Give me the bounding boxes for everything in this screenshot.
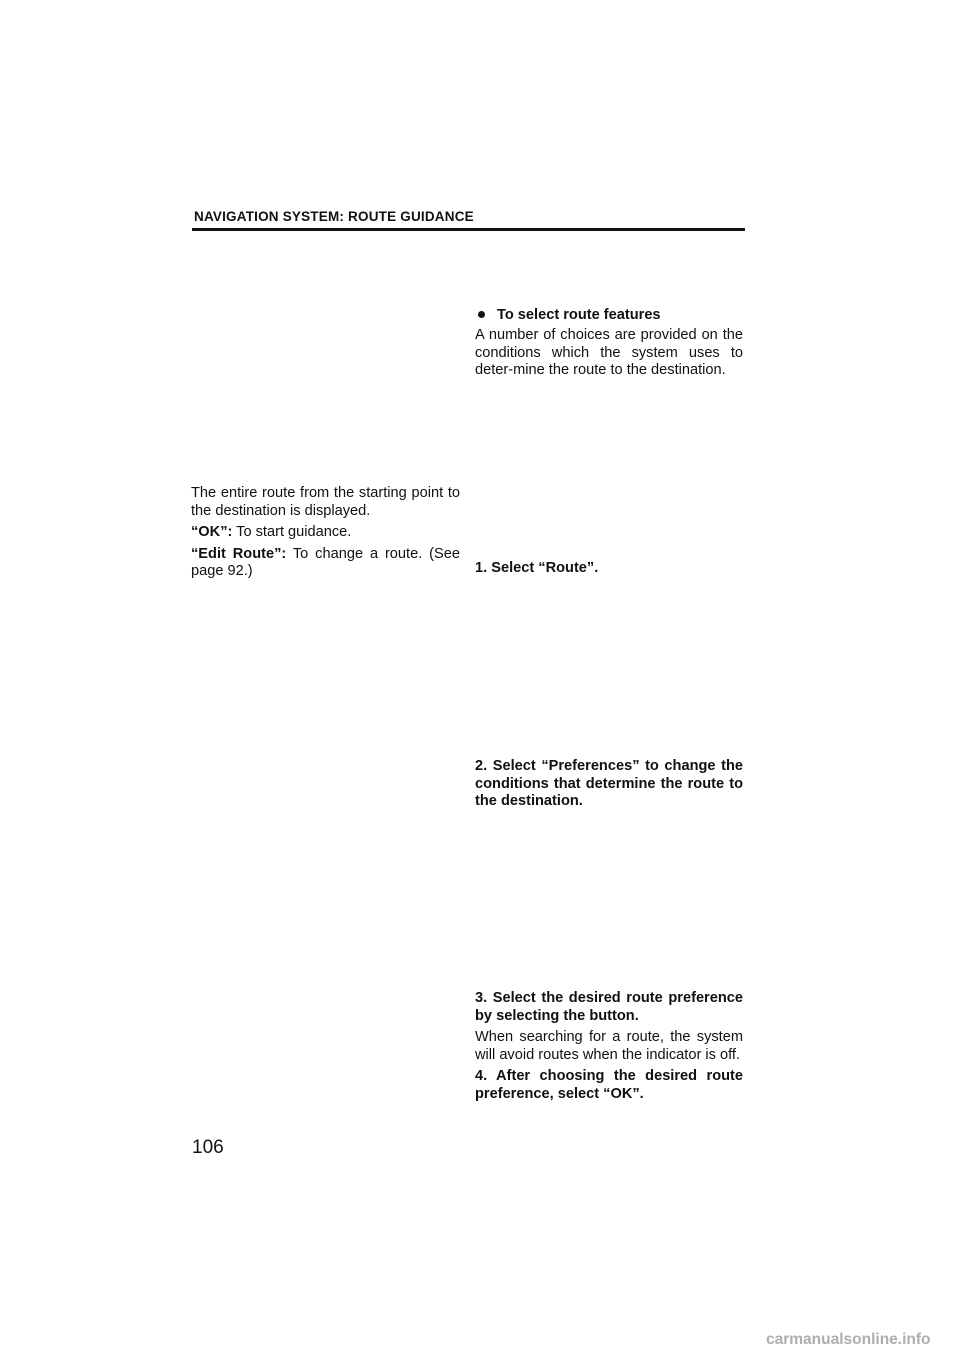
header-rule	[192, 228, 745, 231]
step-1: 1. Select “Route”.	[475, 560, 599, 576]
route-overview-text: The entire route from the starting point to the destination is displayed.	[191, 485, 460, 519]
bullet-heading	[475, 307, 661, 323]
bullet-heading-text: To select route features	[497, 307, 661, 323]
edit-route-label: “Edit Route”:	[191, 545, 287, 562]
left-column	[191, 485, 460, 581]
section-header: NAVIGATION SYSTEM: ROUTE GUIDANCE	[194, 209, 474, 224]
ok-description	[191, 524, 460, 542]
ok-text: To start guidance.	[236, 524, 352, 540]
step-4: 4. After choosing the desired route preference, select “OK”.	[475, 1068, 743, 1102]
step-3-block	[475, 990, 743, 1103]
bullet-icon	[478, 311, 485, 318]
step-3-note: When searching for a route, the system will avoid routes when the indicator is off.	[475, 1029, 743, 1063]
edit-route-description	[191, 546, 460, 581]
page-number: 106	[192, 1137, 224, 1158]
edit-route-text: To change a route. (See page 92.)	[191, 545, 460, 579]
route-features-text: A number of choices are provided on the conditions which the system uses to deter-mine the route to the destination.	[475, 327, 743, 378]
step-2: 2. Select “Preferences” to change the conditions that determine the route to the destination.	[475, 758, 743, 809]
step-3: 3. Select the desired route preference by selecting the button.	[475, 990, 743, 1024]
ok-label: “OK”:	[191, 524, 233, 540]
watermark: carmanualsonline.info	[766, 1331, 931, 1348]
